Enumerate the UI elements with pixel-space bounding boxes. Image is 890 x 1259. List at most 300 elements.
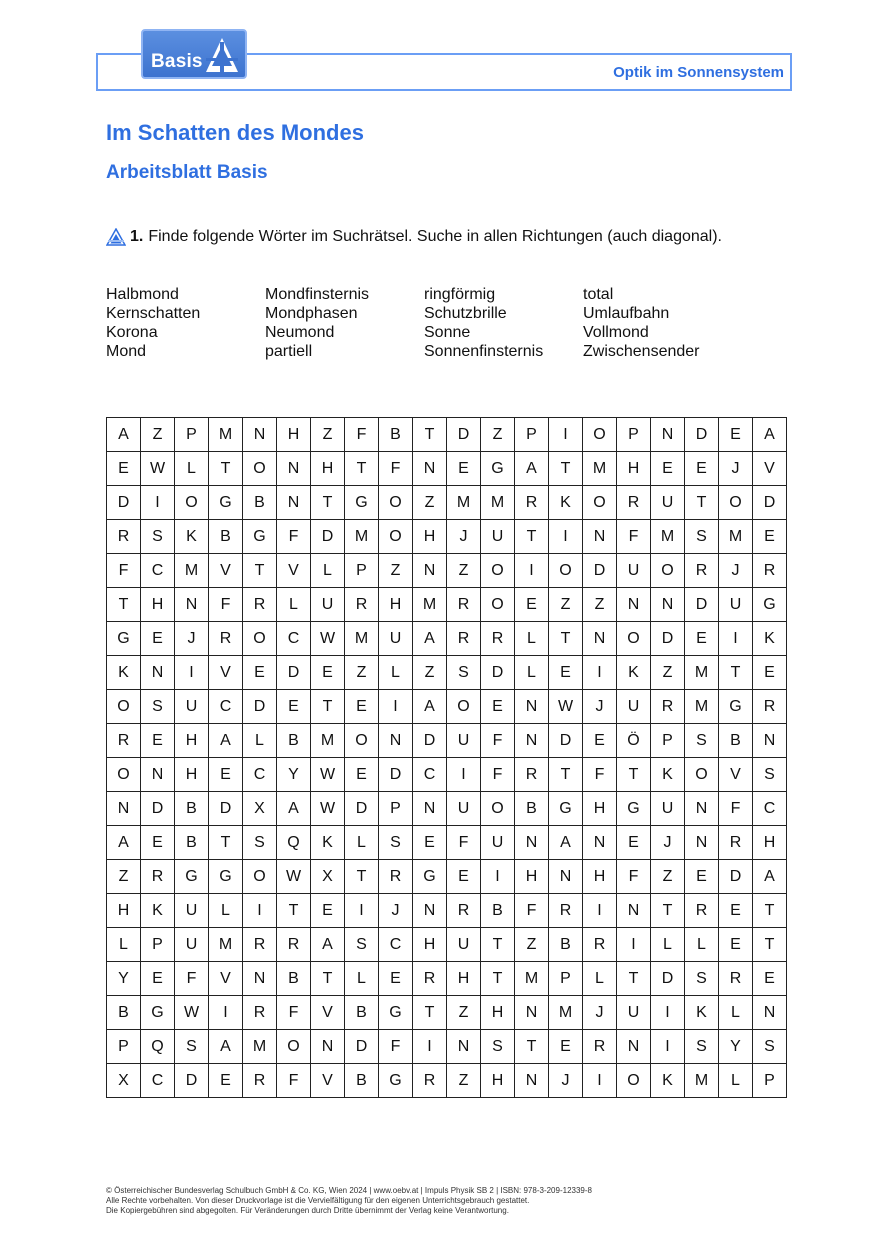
- grid-cell[interactable]: W: [311, 758, 345, 792]
- grid-cell[interactable]: D: [685, 588, 719, 622]
- grid-cell[interactable]: H: [617, 452, 651, 486]
- grid-cell[interactable]: D: [141, 792, 175, 826]
- grid-cell[interactable]: O: [719, 486, 753, 520]
- grid-cell[interactable]: N: [413, 792, 447, 826]
- grid-cell[interactable]: B: [175, 826, 209, 860]
- grid-cell[interactable]: M: [413, 588, 447, 622]
- grid-cell[interactable]: T: [515, 1030, 549, 1064]
- grid-cell[interactable]: F: [379, 452, 413, 486]
- grid-cell[interactable]: T: [107, 588, 141, 622]
- grid-cell[interactable]: F: [209, 588, 243, 622]
- grid-cell[interactable]: B: [345, 1064, 379, 1098]
- grid-cell[interactable]: O: [379, 486, 413, 520]
- grid-cell[interactable]: I: [345, 894, 379, 928]
- grid-cell[interactable]: V: [753, 452, 787, 486]
- grid-cell[interactable]: P: [345, 554, 379, 588]
- grid-cell[interactable]: I: [243, 894, 277, 928]
- grid-cell[interactable]: B: [515, 792, 549, 826]
- grid-cell[interactable]: M: [447, 486, 481, 520]
- grid-cell[interactable]: U: [175, 894, 209, 928]
- grid-cell[interactable]: E: [481, 690, 515, 724]
- grid-cell[interactable]: T: [651, 894, 685, 928]
- grid-cell[interactable]: T: [685, 486, 719, 520]
- grid-cell[interactable]: A: [515, 452, 549, 486]
- grid-cell[interactable]: K: [141, 894, 175, 928]
- grid-cell[interactable]: M: [719, 520, 753, 554]
- grid-cell[interactable]: I: [583, 894, 617, 928]
- grid-cell[interactable]: U: [481, 826, 515, 860]
- grid-cell[interactable]: T: [413, 996, 447, 1030]
- grid-cell[interactable]: O: [107, 690, 141, 724]
- grid-cell[interactable]: U: [447, 792, 481, 826]
- grid-cell[interactable]: R: [107, 724, 141, 758]
- grid-cell[interactable]: E: [753, 656, 787, 690]
- grid-cell[interactable]: P: [549, 962, 583, 996]
- grid-cell[interactable]: H: [413, 928, 447, 962]
- grid-cell[interactable]: I: [583, 1064, 617, 1098]
- grid-cell[interactable]: B: [277, 724, 311, 758]
- grid-cell[interactable]: E: [515, 588, 549, 622]
- grid-cell[interactable]: B: [481, 894, 515, 928]
- grid-cell[interactable]: Z: [651, 656, 685, 690]
- grid-cell[interactable]: N: [753, 996, 787, 1030]
- grid-cell[interactable]: R: [719, 962, 753, 996]
- grid-cell[interactable]: Q: [277, 826, 311, 860]
- grid-cell[interactable]: W: [141, 452, 175, 486]
- grid-cell[interactable]: E: [141, 622, 175, 656]
- grid-cell[interactable]: M: [583, 452, 617, 486]
- grid-cell[interactable]: D: [175, 1064, 209, 1098]
- grid-cell[interactable]: S: [141, 520, 175, 554]
- grid-cell[interactable]: N: [651, 588, 685, 622]
- grid-cell[interactable]: Z: [379, 554, 413, 588]
- grid-cell[interactable]: D: [209, 792, 243, 826]
- grid-cell[interactable]: D: [243, 690, 277, 724]
- grid-cell[interactable]: I: [651, 1030, 685, 1064]
- grid-cell[interactable]: R: [107, 520, 141, 554]
- grid-cell[interactable]: Z: [413, 486, 447, 520]
- grid-cell[interactable]: D: [345, 792, 379, 826]
- grid-cell[interactable]: V: [311, 996, 345, 1030]
- grid-cell[interactable]: T: [617, 962, 651, 996]
- grid-cell[interactable]: F: [277, 520, 311, 554]
- grid-cell[interactable]: I: [481, 860, 515, 894]
- grid-cell[interactable]: K: [311, 826, 345, 860]
- grid-cell[interactable]: K: [651, 1064, 685, 1098]
- grid-cell[interactable]: L: [345, 826, 379, 860]
- grid-cell[interactable]: U: [481, 520, 515, 554]
- grid-cell[interactable]: H: [379, 588, 413, 622]
- grid-cell[interactable]: M: [685, 690, 719, 724]
- grid-cell[interactable]: L: [515, 622, 549, 656]
- grid-cell[interactable]: F: [345, 418, 379, 452]
- grid-cell[interactable]: W: [175, 996, 209, 1030]
- grid-cell[interactable]: O: [583, 486, 617, 520]
- grid-cell[interactable]: H: [175, 758, 209, 792]
- grid-cell[interactable]: A: [209, 724, 243, 758]
- grid-cell[interactable]: Z: [447, 996, 481, 1030]
- grid-cell[interactable]: N: [583, 520, 617, 554]
- grid-cell[interactable]: R: [243, 928, 277, 962]
- grid-cell[interactable]: P: [617, 418, 651, 452]
- grid-cell[interactable]: L: [243, 724, 277, 758]
- grid-cell[interactable]: P: [141, 928, 175, 962]
- grid-cell[interactable]: I: [175, 656, 209, 690]
- grid-cell[interactable]: S: [481, 1030, 515, 1064]
- grid-cell[interactable]: R: [447, 588, 481, 622]
- grid-cell[interactable]: J: [379, 894, 413, 928]
- grid-cell[interactable]: N: [651, 418, 685, 452]
- grid-cell[interactable]: H: [583, 860, 617, 894]
- grid-cell[interactable]: G: [719, 690, 753, 724]
- grid-cell[interactable]: E: [345, 690, 379, 724]
- grid-cell[interactable]: T: [549, 622, 583, 656]
- grid-cell[interactable]: V: [719, 758, 753, 792]
- grid-cell[interactable]: I: [549, 520, 583, 554]
- grid-cell[interactable]: F: [617, 860, 651, 894]
- grid-cell[interactable]: D: [583, 554, 617, 588]
- grid-cell[interactable]: N: [515, 996, 549, 1030]
- grid-cell[interactable]: F: [175, 962, 209, 996]
- grid-cell[interactable]: U: [379, 622, 413, 656]
- grid-cell[interactable]: G: [379, 1064, 413, 1098]
- grid-cell[interactable]: Z: [515, 928, 549, 962]
- grid-cell[interactable]: Q: [141, 1030, 175, 1064]
- grid-cell[interactable]: N: [447, 1030, 481, 1064]
- grid-cell[interactable]: E: [719, 418, 753, 452]
- grid-cell[interactable]: B: [175, 792, 209, 826]
- grid-cell[interactable]: E: [719, 928, 753, 962]
- grid-cell[interactable]: S: [753, 1030, 787, 1064]
- grid-cell[interactable]: O: [617, 622, 651, 656]
- grid-cell[interactable]: H: [583, 792, 617, 826]
- grid-cell[interactable]: N: [685, 792, 719, 826]
- grid-cell[interactable]: B: [209, 520, 243, 554]
- grid-cell[interactable]: T: [481, 928, 515, 962]
- grid-cell[interactable]: Z: [481, 418, 515, 452]
- grid-cell[interactable]: N: [583, 826, 617, 860]
- grid-cell[interactable]: V: [209, 962, 243, 996]
- grid-cell[interactable]: S: [447, 656, 481, 690]
- grid-cell[interactable]: L: [515, 656, 549, 690]
- grid-cell[interactable]: K: [685, 996, 719, 1030]
- grid-cell[interactable]: R: [651, 690, 685, 724]
- grid-cell[interactable]: K: [651, 758, 685, 792]
- grid-cell[interactable]: N: [141, 656, 175, 690]
- grid-cell[interactable]: J: [549, 1064, 583, 1098]
- grid-cell[interactable]: O: [583, 418, 617, 452]
- grid-cell[interactable]: X: [311, 860, 345, 894]
- grid-cell[interactable]: E: [141, 826, 175, 860]
- grid-cell[interactable]: S: [175, 1030, 209, 1064]
- grid-cell[interactable]: Z: [447, 554, 481, 588]
- grid-cell[interactable]: I: [549, 418, 583, 452]
- grid-cell[interactable]: N: [583, 622, 617, 656]
- grid-cell[interactable]: F: [481, 724, 515, 758]
- grid-cell[interactable]: G: [379, 996, 413, 1030]
- grid-cell[interactable]: N: [379, 724, 413, 758]
- grid-cell[interactable]: L: [175, 452, 209, 486]
- grid-cell[interactable]: R: [277, 928, 311, 962]
- grid-cell[interactable]: M: [311, 724, 345, 758]
- grid-cell[interactable]: P: [107, 1030, 141, 1064]
- grid-cell[interactable]: L: [311, 554, 345, 588]
- grid-cell[interactable]: I: [515, 554, 549, 588]
- grid-cell[interactable]: F: [277, 996, 311, 1030]
- grid-cell[interactable]: Z: [141, 418, 175, 452]
- grid-cell[interactable]: V: [209, 554, 243, 588]
- grid-cell[interactable]: L: [583, 962, 617, 996]
- grid-cell[interactable]: M: [209, 418, 243, 452]
- grid-cell[interactable]: D: [685, 418, 719, 452]
- grid-cell[interactable]: E: [549, 656, 583, 690]
- grid-cell[interactable]: L: [345, 962, 379, 996]
- grid-cell[interactable]: C: [243, 758, 277, 792]
- grid-cell[interactable]: T: [311, 962, 345, 996]
- grid-cell[interactable]: E: [617, 826, 651, 860]
- grid-cell[interactable]: R: [549, 894, 583, 928]
- grid-cell[interactable]: T: [209, 826, 243, 860]
- grid-cell[interactable]: K: [549, 486, 583, 520]
- grid-cell[interactable]: R: [447, 894, 481, 928]
- grid-cell[interactable]: O: [243, 860, 277, 894]
- grid-cell[interactable]: N: [515, 724, 549, 758]
- grid-cell[interactable]: C: [413, 758, 447, 792]
- grid-cell[interactable]: Z: [651, 860, 685, 894]
- grid-cell[interactable]: H: [413, 520, 447, 554]
- grid-cell[interactable]: O: [379, 520, 413, 554]
- grid-cell[interactable]: G: [175, 860, 209, 894]
- grid-cell[interactable]: E: [685, 860, 719, 894]
- grid-cell[interactable]: F: [515, 894, 549, 928]
- grid-cell[interactable]: E: [141, 962, 175, 996]
- grid-cell[interactable]: M: [243, 1030, 277, 1064]
- grid-cell[interactable]: J: [719, 554, 753, 588]
- grid-cell[interactable]: O: [277, 1030, 311, 1064]
- grid-cell[interactable]: G: [209, 860, 243, 894]
- grid-cell[interactable]: N: [311, 1030, 345, 1064]
- grid-cell[interactable]: R: [753, 690, 787, 724]
- grid-cell[interactable]: P: [651, 724, 685, 758]
- grid-cell[interactable]: S: [141, 690, 175, 724]
- grid-cell[interactable]: M: [549, 996, 583, 1030]
- grid-cell[interactable]: O: [447, 690, 481, 724]
- grid-cell[interactable]: A: [209, 1030, 243, 1064]
- grid-cell[interactable]: E: [107, 452, 141, 486]
- grid-cell[interactable]: E: [685, 452, 719, 486]
- grid-cell[interactable]: T: [549, 452, 583, 486]
- grid-cell[interactable]: Z: [107, 860, 141, 894]
- grid-cell[interactable]: F: [107, 554, 141, 588]
- grid-cell[interactable]: S: [685, 962, 719, 996]
- grid-cell[interactable]: W: [277, 860, 311, 894]
- grid-cell[interactable]: U: [447, 928, 481, 962]
- grid-cell[interactable]: G: [243, 520, 277, 554]
- grid-cell[interactable]: R: [583, 1030, 617, 1064]
- grid-cell[interactable]: L: [209, 894, 243, 928]
- grid-cell[interactable]: A: [107, 418, 141, 452]
- grid-cell[interactable]: R: [345, 588, 379, 622]
- grid-cell[interactable]: R: [685, 894, 719, 928]
- grid-cell[interactable]: S: [753, 758, 787, 792]
- grid-cell[interactable]: B: [107, 996, 141, 1030]
- grid-cell[interactable]: G: [481, 452, 515, 486]
- grid-cell[interactable]: L: [651, 928, 685, 962]
- grid-cell[interactable]: O: [243, 452, 277, 486]
- grid-cell[interactable]: G: [549, 792, 583, 826]
- grid-cell[interactable]: H: [753, 826, 787, 860]
- grid-cell[interactable]: R: [141, 860, 175, 894]
- grid-cell[interactable]: D: [107, 486, 141, 520]
- grid-cell[interactable]: D: [345, 1030, 379, 1064]
- grid-cell[interactable]: I: [447, 758, 481, 792]
- grid-cell[interactable]: X: [107, 1064, 141, 1098]
- grid-cell[interactable]: M: [685, 656, 719, 690]
- grid-cell[interactable]: Z: [413, 656, 447, 690]
- grid-cell[interactable]: V: [277, 554, 311, 588]
- grid-cell[interactable]: R: [413, 962, 447, 996]
- grid-cell[interactable]: E: [685, 622, 719, 656]
- grid-cell[interactable]: U: [719, 588, 753, 622]
- grid-cell[interactable]: D: [447, 418, 481, 452]
- grid-cell[interactable]: W: [311, 622, 345, 656]
- grid-cell[interactable]: O: [685, 758, 719, 792]
- grid-cell[interactable]: D: [651, 622, 685, 656]
- grid-cell[interactable]: G: [107, 622, 141, 656]
- grid-cell[interactable]: K: [617, 656, 651, 690]
- grid-cell[interactable]: N: [413, 554, 447, 588]
- grid-cell[interactable]: E: [583, 724, 617, 758]
- grid-cell[interactable]: M: [515, 962, 549, 996]
- grid-cell[interactable]: H: [175, 724, 209, 758]
- grid-cell[interactable]: U: [175, 690, 209, 724]
- grid-cell[interactable]: O: [651, 554, 685, 588]
- grid-cell[interactable]: R: [447, 622, 481, 656]
- grid-cell[interactable]: T: [481, 962, 515, 996]
- grid-cell[interactable]: O: [345, 724, 379, 758]
- grid-cell[interactable]: U: [617, 554, 651, 588]
- grid-cell[interactable]: D: [651, 962, 685, 996]
- grid-cell[interactable]: R: [243, 996, 277, 1030]
- grid-cell[interactable]: N: [277, 486, 311, 520]
- grid-cell[interactable]: N: [243, 962, 277, 996]
- grid-cell[interactable]: M: [481, 486, 515, 520]
- grid-cell[interactable]: M: [651, 520, 685, 554]
- grid-cell[interactable]: R: [685, 554, 719, 588]
- grid-cell[interactable]: A: [311, 928, 345, 962]
- grid-cell[interactable]: N: [515, 1064, 549, 1098]
- grid-cell[interactable]: E: [447, 860, 481, 894]
- grid-cell[interactable]: U: [617, 690, 651, 724]
- grid-cell[interactable]: Z: [311, 418, 345, 452]
- grid-cell[interactable]: J: [583, 690, 617, 724]
- grid-cell[interactable]: D: [413, 724, 447, 758]
- grid-cell[interactable]: D: [481, 656, 515, 690]
- grid-cell[interactable]: K: [175, 520, 209, 554]
- grid-cell[interactable]: O: [481, 554, 515, 588]
- grid-cell[interactable]: B: [549, 928, 583, 962]
- grid-cell[interactable]: B: [345, 996, 379, 1030]
- grid-cell[interactable]: Y: [719, 1030, 753, 1064]
- grid-cell[interactable]: T: [311, 486, 345, 520]
- grid-cell[interactable]: S: [345, 928, 379, 962]
- grid-cell[interactable]: F: [277, 1064, 311, 1098]
- grid-cell[interactable]: B: [277, 962, 311, 996]
- grid-cell[interactable]: S: [379, 826, 413, 860]
- grid-cell[interactable]: R: [719, 826, 753, 860]
- grid-cell[interactable]: Z: [345, 656, 379, 690]
- grid-cell[interactable]: O: [175, 486, 209, 520]
- grid-cell[interactable]: T: [243, 554, 277, 588]
- grid-cell[interactable]: R: [413, 1064, 447, 1098]
- grid-cell[interactable]: R: [209, 622, 243, 656]
- grid-cell[interactable]: G: [413, 860, 447, 894]
- grid-cell[interactable]: I: [617, 928, 651, 962]
- grid-cell[interactable]: M: [209, 928, 243, 962]
- grid-cell[interactable]: L: [685, 928, 719, 962]
- grid-cell[interactable]: U: [447, 724, 481, 758]
- grid-cell[interactable]: J: [583, 996, 617, 1030]
- grid-cell[interactable]: N: [107, 792, 141, 826]
- grid-cell[interactable]: A: [413, 690, 447, 724]
- grid-cell[interactable]: Ö: [617, 724, 651, 758]
- grid-cell[interactable]: D: [277, 656, 311, 690]
- grid-cell[interactable]: I: [719, 622, 753, 656]
- grid-cell[interactable]: C: [379, 928, 413, 962]
- grid-cell[interactable]: X: [243, 792, 277, 826]
- grid-cell[interactable]: I: [651, 996, 685, 1030]
- grid-cell[interactable]: N: [175, 588, 209, 622]
- grid-cell[interactable]: S: [685, 520, 719, 554]
- grid-cell[interactable]: S: [685, 1030, 719, 1064]
- grid-cell[interactable]: N: [515, 690, 549, 724]
- grid-cell[interactable]: E: [311, 656, 345, 690]
- grid-cell[interactable]: M: [345, 622, 379, 656]
- grid-cell[interactable]: U: [651, 792, 685, 826]
- grid-cell[interactable]: P: [175, 418, 209, 452]
- grid-cell[interactable]: E: [209, 1064, 243, 1098]
- grid-cell[interactable]: R: [617, 486, 651, 520]
- grid-cell[interactable]: D: [719, 860, 753, 894]
- grid-cell[interactable]: R: [753, 554, 787, 588]
- grid-cell[interactable]: N: [685, 826, 719, 860]
- grid-cell[interactable]: A: [107, 826, 141, 860]
- grid-cell[interactable]: D: [753, 486, 787, 520]
- grid-cell[interactable]: T: [753, 928, 787, 962]
- grid-cell[interactable]: T: [345, 452, 379, 486]
- grid-cell[interactable]: T: [617, 758, 651, 792]
- grid-cell[interactable]: D: [549, 724, 583, 758]
- grid-cell[interactable]: M: [175, 554, 209, 588]
- grid-cell[interactable]: R: [243, 588, 277, 622]
- grid-cell[interactable]: J: [175, 622, 209, 656]
- grid-cell[interactable]: E: [141, 724, 175, 758]
- grid-cell[interactable]: L: [277, 588, 311, 622]
- grid-cell[interactable]: M: [685, 1064, 719, 1098]
- grid-cell[interactable]: G: [753, 588, 787, 622]
- grid-cell[interactable]: G: [617, 792, 651, 826]
- grid-cell[interactable]: D: [379, 758, 413, 792]
- grid-cell[interactable]: H: [515, 860, 549, 894]
- grid-cell[interactable]: H: [481, 1064, 515, 1098]
- grid-cell[interactable]: R: [515, 486, 549, 520]
- grid-cell[interactable]: O: [549, 554, 583, 588]
- grid-cell[interactable]: H: [107, 894, 141, 928]
- grid-cell[interactable]: E: [753, 520, 787, 554]
- grid-cell[interactable]: W: [311, 792, 345, 826]
- grid-cell[interactable]: E: [345, 758, 379, 792]
- grid-cell[interactable]: O: [243, 622, 277, 656]
